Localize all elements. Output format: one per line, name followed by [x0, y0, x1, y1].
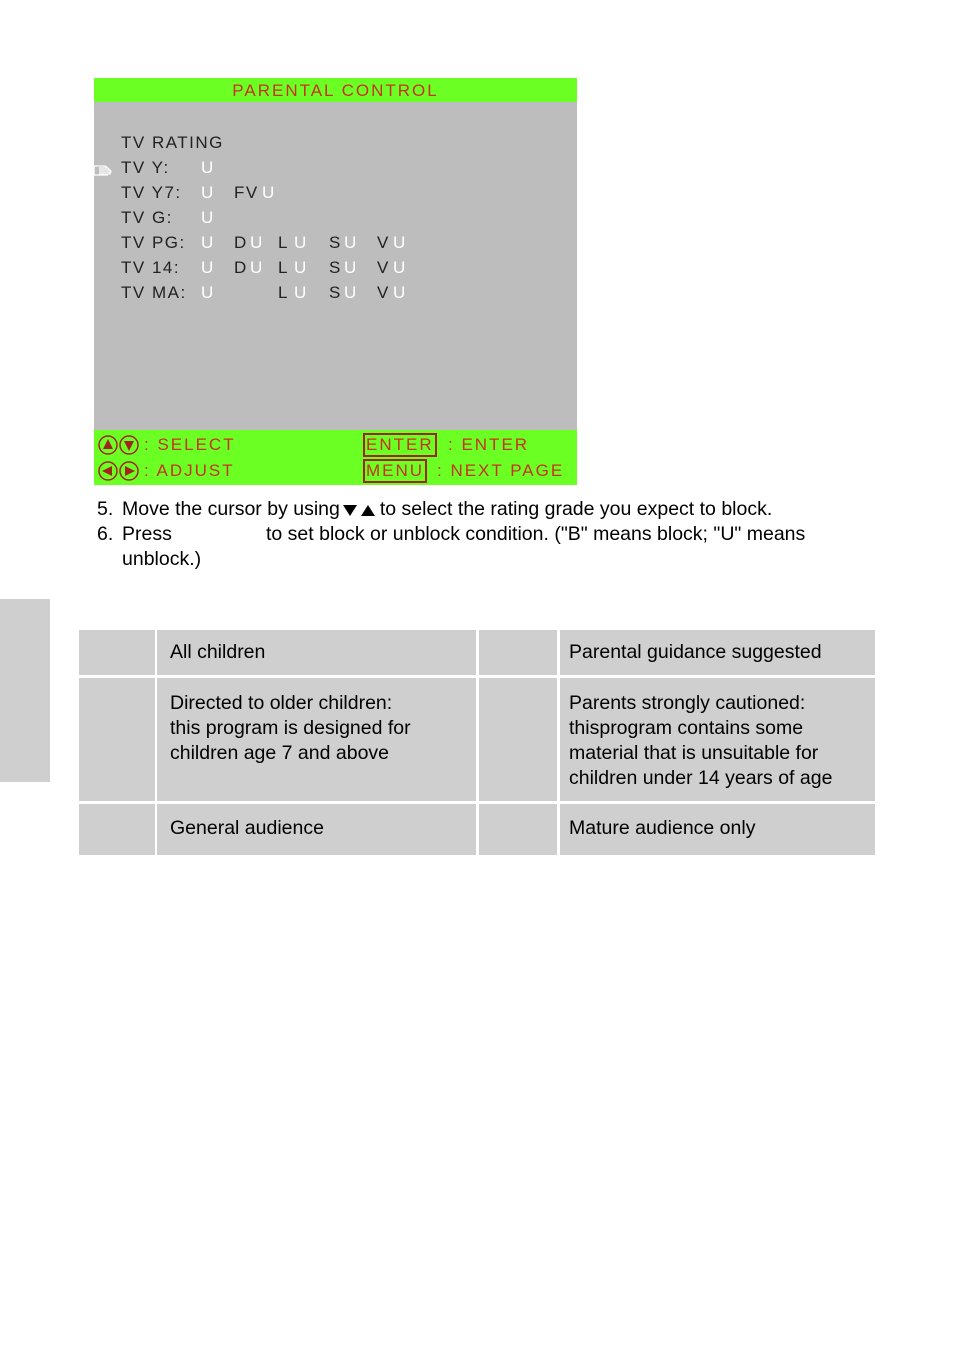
step-number: 5. — [97, 498, 114, 520]
rating-label: TV Y7: — [121, 183, 182, 202]
step-text-part: Press — [122, 523, 172, 545]
enter-hint: : ENTER — [448, 435, 530, 454]
step-text-part: unblock.) — [122, 548, 202, 570]
table-cell-description — [157, 630, 476, 675]
rating-label: TV PG: — [121, 233, 186, 252]
tv-rating-heading — [94, 130, 577, 155]
step-text-part: to set block or unblock condition. ("B" means block; "U" means — [266, 523, 806, 545]
subrating-v-value[interactable]: U — [393, 283, 407, 302]
subrating-s-label: S — [329, 283, 342, 302]
subrating-l-label: L — [278, 283, 289, 302]
subrating-d-value[interactable]: U — [250, 258, 264, 277]
rating-value[interactable]: U — [201, 258, 215, 277]
adjust-hint: : ADJUST — [144, 461, 235, 480]
subrating-v-value[interactable]: U — [393, 233, 407, 252]
subrating-v-label: V — [377, 258, 390, 277]
step-text-part: Move the cursor by using — [122, 498, 340, 520]
subrating-v-label: V — [377, 283, 390, 302]
step-text-part: to select the rating grade you expect to block. — [379, 498, 773, 520]
subrating-s-label: S — [329, 258, 342, 277]
rating-row-tv-pg[interactable] — [94, 230, 577, 255]
rating-row-tv-g[interactable] — [94, 205, 577, 230]
rating-row-tv-y[interactable] — [94, 155, 577, 180]
subrating-v-label: V — [377, 233, 390, 252]
rating-value[interactable]: U — [201, 233, 215, 252]
up-down-arrows-icon — [98, 435, 140, 455]
rating-row-tv-ma[interactable] — [94, 280, 577, 305]
menu-footer — [94, 430, 577, 485]
rating-value[interactable]: U — [201, 183, 215, 202]
down-up-triangles-icon — [340, 502, 380, 518]
subrating-l-label: L — [278, 258, 289, 277]
section-label: TV RATING — [121, 133, 224, 152]
table-cell-rating — [479, 630, 557, 675]
subrating-s-value[interactable]: U — [344, 233, 358, 252]
cell-text: Parental guidance suggested — [569, 641, 822, 663]
subrating-s-label: S — [329, 233, 342, 252]
subrating-l-value[interactable]: U — [294, 258, 308, 277]
rating-row-tv-y7[interactable] — [94, 180, 577, 205]
cell-text: Directed to older children: this program is designed for children age 7 and above — [170, 692, 411, 764]
subrating-s-value[interactable]: U — [344, 283, 358, 302]
subrating-d-value[interactable]: U — [250, 233, 264, 252]
subrating-l-label: L — [278, 233, 289, 252]
rating-description-table — [79, 630, 875, 855]
left-right-arrows-icon — [98, 461, 140, 481]
menu-body — [94, 102, 577, 430]
cell-text: Parents strongly cautioned: thisprogram contains some material that is unsuitable for children under 14 years of age — [569, 692, 833, 789]
cell-text: Mature audience only — [569, 817, 756, 839]
step-number: 6. — [97, 523, 114, 545]
select-hint: : SELECT — [144, 435, 236, 454]
rating-label: TV G: — [121, 208, 173, 227]
table-cell-description — [560, 804, 875, 855]
menu-title: PARENTAL CONTROL — [94, 78, 577, 102]
table-cell-description — [157, 804, 476, 855]
menu-key[interactable]: MENU — [363, 459, 427, 483]
cell-text: General audience — [170, 817, 324, 839]
table-cell-description — [560, 678, 875, 801]
rating-row-tv-14[interactable] — [94, 255, 577, 280]
rating-value[interactable]: U — [201, 283, 215, 302]
pointing-hand-icon — [93, 159, 113, 177]
next-page-hint: : NEXT PAGE — [437, 461, 565, 480]
footer-adjust-line — [94, 458, 577, 484]
rating-value[interactable]: U — [201, 158, 215, 177]
table-cell-description — [560, 630, 875, 675]
step-text — [122, 497, 772, 522]
table-cell-rating — [479, 804, 557, 855]
subrating-fv-value[interactable]: U — [262, 183, 276, 202]
subrating-l-value[interactable]: U — [294, 233, 308, 252]
rating-label: TV 14: — [121, 258, 181, 277]
table-cell-rating — [479, 678, 557, 801]
cell-text: All children — [170, 641, 266, 663]
rating-label: TV Y: — [121, 158, 170, 177]
table-cell-rating — [79, 678, 155, 801]
subrating-d-label: D — [234, 258, 248, 277]
rating-label: TV MA: — [121, 283, 187, 302]
parental-control-menu — [94, 78, 577, 485]
table-cell-rating — [79, 804, 155, 855]
enter-key[interactable]: ENTER — [363, 433, 437, 457]
table-cell-description — [157, 678, 476, 801]
subrating-d-label: D — [234, 233, 248, 252]
rating-value[interactable]: U — [201, 208, 215, 227]
subrating-s-value[interactable]: U — [344, 258, 358, 277]
side-tab — [0, 599, 50, 782]
subrating-l-value[interactable]: U — [294, 283, 308, 302]
table-cell-rating — [79, 630, 155, 675]
subrating-v-value[interactable]: U — [393, 258, 407, 277]
subrating-fv-label: FV — [234, 183, 259, 202]
footer-select-line — [94, 432, 577, 458]
